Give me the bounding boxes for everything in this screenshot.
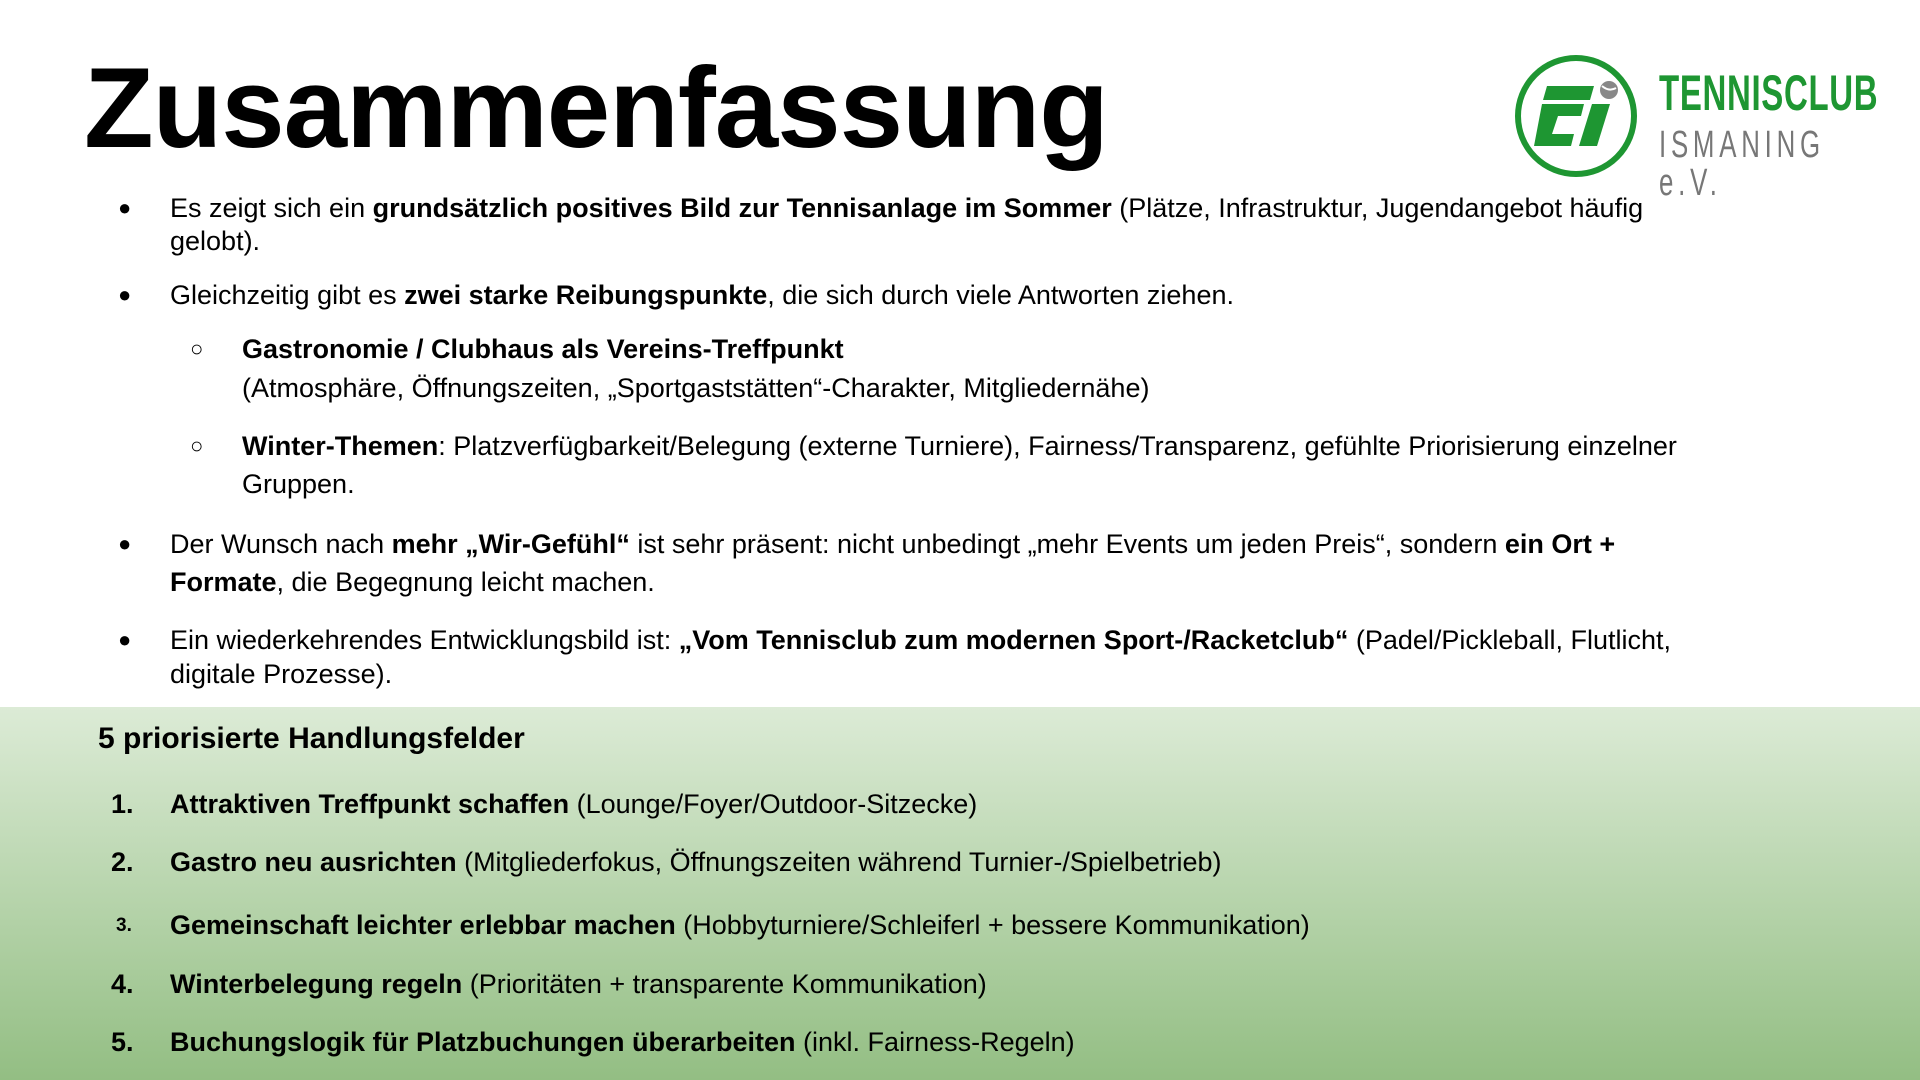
text: (inkl. Fairness-Regeln) [795, 1027, 1075, 1057]
text: Der Wunsch nach [170, 529, 392, 559]
item-number: 1. [111, 789, 134, 819]
bullet-3-line-2 [170, 565, 655, 599]
bullet-3 [170, 527, 1615, 561]
logo-line-2: ISMANING e.V. [1659, 124, 1825, 204]
item-number: 2. [111, 847, 134, 877]
sub-bullet-2 [242, 429, 1677, 463]
item-number: 4. [111, 969, 134, 999]
tennisclub-logo [1512, 54, 1920, 204]
bullet-dot: ● [118, 627, 132, 652]
text: (Padel/Pickleball, Flutlicht, [1348, 625, 1671, 655]
sub-bullet-circle: ○ [190, 336, 204, 361]
sub-bullet-2-line-2: Gruppen. [242, 469, 355, 499]
bullet-4-line-2: digitale Prozesse). [170, 659, 393, 689]
text: (Lounge/Foyer/Outdoor-Sitzecke) [569, 789, 978, 819]
text: ist sehr präsent: nicht unbedingt „mehr Events um jeden Preis“, sondern [629, 529, 1505, 559]
bullet-4 [170, 623, 1671, 657]
list-item [170, 845, 1221, 879]
bullet-2 [170, 278, 1234, 312]
bold-text: zwei starke Reibungspunkte [404, 280, 768, 310]
text: Es zeigt sich ein [170, 193, 373, 223]
list-item [170, 1025, 1075, 1059]
bullet-dot: ● [118, 531, 132, 556]
bullet-dot: ● [118, 195, 132, 220]
bold-text: „Vom Tennisclub zum modernen Sport-/Racketclub“ [678, 625, 1349, 655]
text: (Plätze, Infrastruktur, Jugendangebot häufig [1111, 193, 1644, 223]
bold-text: Gastronomie / Clubhaus als Vereins-Treffpunkt [242, 334, 844, 364]
sub-bullet-1 [242, 332, 844, 366]
list-item [170, 787, 977, 821]
text: Gleichzeitig gibt es [170, 280, 405, 310]
bullet-dot: ● [118, 282, 132, 307]
sub-bullet-circle: ○ [190, 433, 204, 458]
bold-text: Winter-Themen [242, 431, 439, 461]
item-number: 3. [116, 915, 132, 936]
sub-bullet-1-line-2: (Atmosphäre, Öffnungszeiten, „Sportgaststätten“-Charakter, Mitgliedernähe) [242, 373, 1150, 403]
page-title: Zusammenfassung [84, 45, 1108, 172]
bold-text: Attraktiven Treffpunkt schaffen [170, 789, 570, 819]
logo-line-1: TENNISCLUB [1659, 65, 1879, 121]
bold-text: ein Ort + [1504, 529, 1616, 559]
text: , die sich durch viele Antworten ziehen. [767, 280, 1234, 310]
text: (Hobbyturniere/Schleiferl + bessere Kommunikation) [675, 910, 1310, 940]
club-monogram-icon [1512, 54, 1642, 184]
list-item [170, 967, 987, 1001]
action-fields-heading: 5 priorisierte Handlungsfelder [98, 722, 525, 755]
bold-text: Gastro neu ausrichten [170, 847, 457, 877]
text: (Prioritäten + transparente Kommunikation) [462, 969, 987, 999]
item-number: 5. [111, 1027, 134, 1057]
bold-text: grundsätzlich positives Bild zur Tennisanlage im Sommer [372, 193, 1112, 223]
text: (Mitgliederfokus, Öffnungszeiten während Turnier-/Spielbetrieb) [456, 847, 1222, 877]
text: Ein wiederkehrendes Entwicklungsbild ist: [170, 625, 679, 655]
bullet-1-line-2: gelobt). [170, 226, 261, 256]
text: , die Begegnung leicht machen. [276, 567, 655, 597]
list-item [170, 908, 1310, 942]
bold-text: mehr „Wir-Gefühl“ [391, 529, 630, 559]
bold-text: Buchungslogik für Platzbuchungen überarbeiten [170, 1027, 796, 1057]
bold-text: Formate [170, 567, 277, 597]
text: : Platzverfügbarkeit/Belegung (externe Turniere), Fairness/Transparenz, gefühlte Priorisierung einzelner [438, 431, 1677, 461]
bold-text: Winterbelegung regeln [170, 969, 463, 999]
bold-text: Gemeinschaft leichter erlebbar machen [170, 910, 676, 940]
bullet-1 [170, 191, 1643, 225]
